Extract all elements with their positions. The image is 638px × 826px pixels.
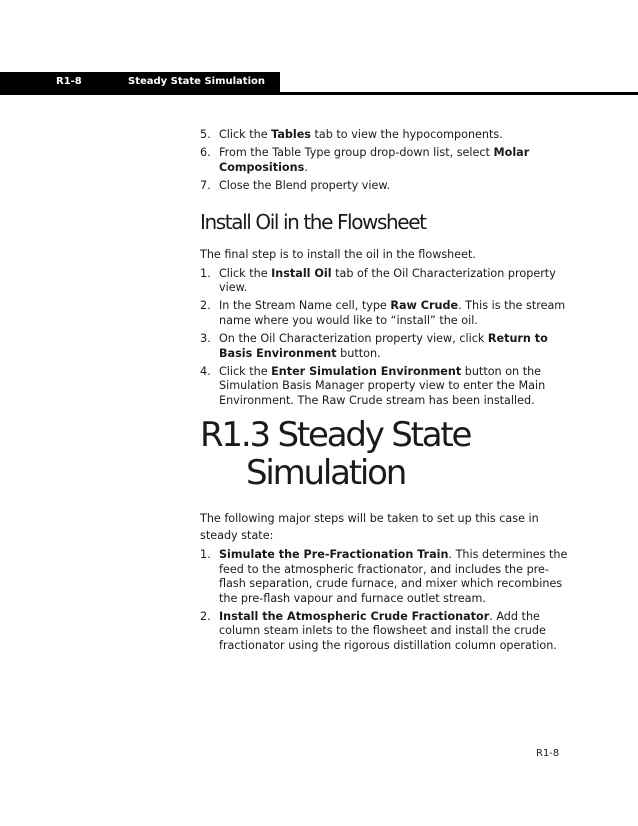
chapter-heading-steady-state <box>200 416 570 492</box>
item-bold: Install the Atmospheric Crude Fractionator <box>219 609 490 623</box>
list-item <box>200 179 570 193</box>
item-bold: Simulate the Pre-Fractionation Train <box>219 548 449 562</box>
item-bold: Raw Crude <box>390 299 459 313</box>
item-number: 7. <box>200 179 211 193</box>
item-text: Click the <box>219 365 272 379</box>
item-text: On the Oil Characterization property view, click <box>219 332 488 346</box>
page-content <box>200 128 570 657</box>
item-text: In the Stream Name cell, type <box>219 299 391 313</box>
item-text-after: tab to view the hypocomponents. <box>310 128 503 141</box>
list-item <box>200 128 570 142</box>
steady-state-steps <box>200 548 570 653</box>
item-number: 5. <box>200 128 211 141</box>
item-text-after: button on the Simulation Basis Manager property view to enter the Main Environment. The Raw Crude stream has been installed. <box>219 365 546 407</box>
footer-page-number: R1-8 <box>536 748 560 759</box>
list-item <box>200 548 570 606</box>
item-text-after: . Add the column steam inlets to the flowsheet and install the crude fractionator using the rigorous distillation column operation. <box>219 609 557 652</box>
header-bar <box>0 72 280 94</box>
item-number: 6. <box>200 146 211 160</box>
item-text: Close the Blend property view. <box>219 179 391 193</box>
item-text: From the Table Type group drop-down list, select <box>219 146 494 160</box>
item-bold: Enter Simulation Environment <box>271 365 462 379</box>
list-item <box>200 332 570 361</box>
item-text-after: . This determines the feed to the atmospheric fractionator, and includes the pre-flash separation, crude furnace, and mixer which recombines the pre-flash vapour and furnace outlet stream. <box>219 548 568 605</box>
header-page-label: R1-8 <box>56 76 82 87</box>
item-text-after: . <box>304 160 308 174</box>
list-item <box>200 610 570 653</box>
item-text-after: . This is the stream name where you would like to “install” the oil. <box>219 299 566 327</box>
install-oil-intro: The final step is to install the oil in the flowsheet. <box>200 247 476 261</box>
list-item <box>200 299 570 328</box>
install-oil-steps <box>200 267 570 409</box>
list-item <box>200 146 570 175</box>
section-heading-install-oil: Install Oil in the Flowsheet <box>200 209 426 234</box>
item-number: 3. <box>200 332 211 346</box>
heading-line-1: R1.3 Steady State <box>200 415 471 456</box>
item-number: 1. <box>200 548 211 562</box>
steady-state-intro: The following major steps will be taken to set up this case in steady state: <box>200 512 539 543</box>
item-number: 4. <box>200 365 211 379</box>
item-text-after: button. <box>336 346 381 360</box>
header-rule <box>0 92 638 95</box>
item-number: 2. <box>200 609 211 623</box>
item-text: Click the <box>219 128 272 141</box>
item-bold: Molar Compositions <box>219 146 530 174</box>
item-bold: Return to Basis Environment <box>219 332 548 360</box>
list-item <box>200 267 570 296</box>
item-bold: Tables <box>271 128 311 141</box>
list-item <box>200 365 570 408</box>
heading-line-2: Simulation <box>246 453 406 494</box>
steps-list-continued <box>200 128 570 194</box>
item-number: 1. <box>200 266 211 280</box>
item-number: 2. <box>200 299 211 313</box>
header-section-title: Steady State Simulation <box>128 76 265 87</box>
item-bold: Install Oil <box>271 266 332 280</box>
item-text: Click the <box>219 266 272 280</box>
item-text-after: tab of the Oil Characterization property view. <box>219 266 556 295</box>
